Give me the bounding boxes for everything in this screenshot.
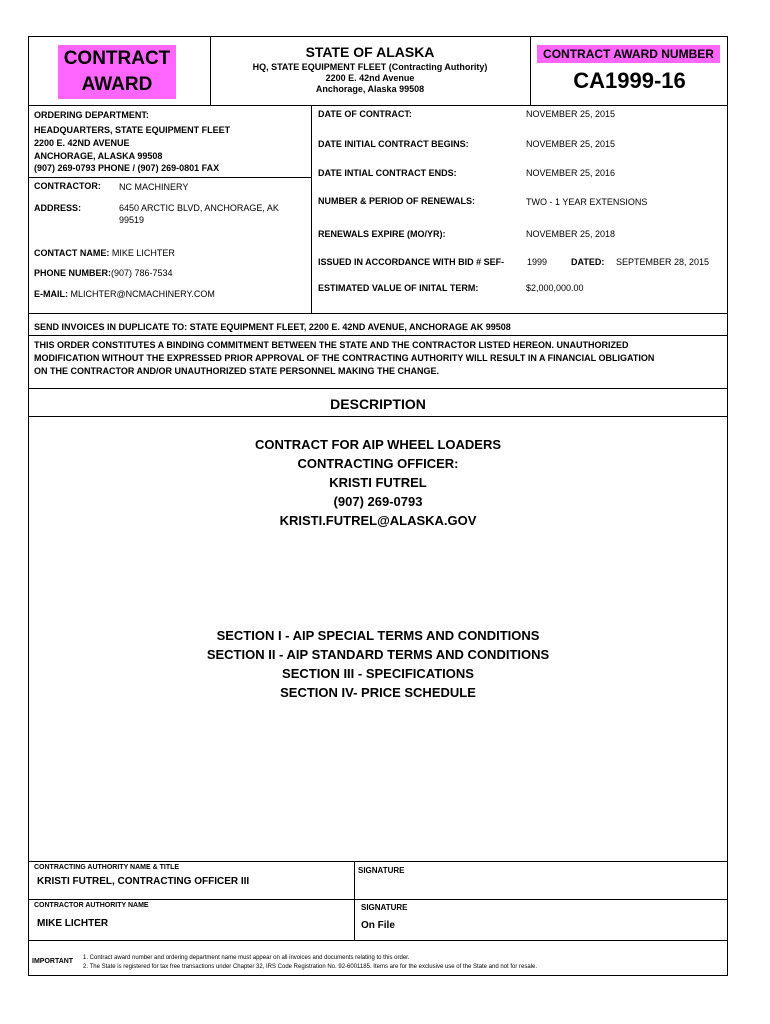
contact-label: CONTACT NAME: <box>34 248 110 258</box>
bid-value: 1999 <box>527 257 548 267</box>
divider <box>354 861 355 940</box>
address-label: ADDRESS: <box>34 203 82 213</box>
divider <box>28 861 728 862</box>
dated-label: DATED: <box>571 257 605 267</box>
phone-value: (907) 786-7534 <box>111 268 173 278</box>
date-label: DATE OF CONTRACT: <box>318 109 412 119</box>
award-number-label: CONTRACT AWARD NUMBER <box>537 45 720 63</box>
ordering-line3: ANCHORAGE, ALASKA 99508 <box>34 151 163 161</box>
header-agency-block <box>211 44 529 94</box>
authority-value: KRISTI FUTREL, CONTRACTING OFFICER III <box>37 876 250 887</box>
authority-label: CONTRACTING AUTHORITY NAME & TITLE <box>34 864 180 871</box>
expire-value: NOVEMBER 25, 2018 <box>526 229 616 239</box>
description-1-line-2: CONTRACTING OFFICER: <box>297 456 459 471</box>
contact-row <box>34 248 175 258</box>
agency-address1: 2200 E. 42nd Avenue <box>325 73 415 83</box>
ordering-line1: HEADQUARTERS, STATE EQUIPMENT FLEET <box>34 125 231 135</box>
divider <box>28 388 728 389</box>
ordering-label: ORDERING DEPARTMENT: <box>34 110 149 120</box>
divider <box>28 177 311 178</box>
email-value: MLICHTER@NCMACHINERY.COM <box>70 289 215 299</box>
contractor-authority-value: MIKE LICHTER <box>37 918 109 929</box>
address-line1: 6450 ARCTIC BLVD, ANCHORAGE, AK <box>119 203 279 213</box>
divider <box>28 335 728 336</box>
bid-label: ISSUED IN ACCORDANCE WITH BID # SEF- <box>318 257 505 267</box>
date-value: NOVEMBER 25, 2015 <box>526 109 616 119</box>
divider <box>311 105 312 313</box>
description-1-line-3: KRISTI FUTREL <box>329 475 427 490</box>
divider <box>28 940 728 941</box>
divider <box>28 416 728 417</box>
email-label: E-MAIL: <box>34 289 68 299</box>
value-value: $2,000,000.00 <box>526 283 584 293</box>
divider <box>28 105 728 106</box>
address-line2: 99519 <box>119 215 145 225</box>
description-1-line-4: (907) 269-0793 <box>333 494 423 509</box>
agency-name: HQ, STATE EQUIPMENT FLEET (Contracting Authority) <box>252 62 488 72</box>
divider <box>28 313 728 314</box>
description-block-2 <box>28 626 728 702</box>
signature2-value: On File <box>361 920 395 931</box>
phone-label: PHONE NUMBER: <box>34 268 112 278</box>
signature2-label: SIGNATURE <box>361 903 408 912</box>
contact-value: MIKE LICHTER <box>111 248 175 258</box>
ordering-line4: (907) 269-0793 PHONE / (907) 269-0801 FAX <box>34 163 220 173</box>
renewals-value: TWO - 1 YEAR EXTENSIONS <box>526 197 648 207</box>
contractor-name: NC MACHINERY <box>119 182 189 192</box>
dated-value: SEPTEMBER 28, 2015 <box>616 257 710 267</box>
description-1-line-1: CONTRACT FOR AIP WHEEL LOADERS <box>254 437 502 452</box>
description-block-1 <box>28 435 728 530</box>
value-label: ESTIMATED VALUE OF INITAL TERM: <box>318 283 479 293</box>
description-2-line-1: SECTION I - AIP SPECIAL TERMS AND CONDITIONS <box>216 628 540 643</box>
divider <box>28 899 728 900</box>
important-note2: 2. The State is registered for tax free transactions under Chapter 32, IRS Code Registration No. 92-6001185. Items are for the exclusive use of the State and not for resale. <box>83 964 538 970</box>
description-2-line-4: SECTION IV- PRICE SCHEDULE <box>280 685 476 700</box>
contract-award-line1: CONTRACT <box>63 48 171 69</box>
description-1-line-5: KRISTI.FUTREL@ALASKA.GOV <box>279 513 477 528</box>
contractor-authority-label: CONTRACTOR AUTHORITY NAME <box>34 902 149 909</box>
ends-label: DATE INTIAL CONTRACT ENDS: <box>318 168 457 178</box>
signature-label: SIGNATURE <box>358 866 405 875</box>
binding-line3: ON THE CONTRACTOR AND/OR UNAUTHORIZED STATE PERSONNEL MAKING THE CHANGE. <box>34 366 440 376</box>
ordering-line2: 2200 E. 42ND AVENUE <box>34 138 130 148</box>
renewals-label: NUMBER & PERIOD OF RENEWALS: <box>318 196 476 206</box>
contract-award-line2: AWARD <box>81 74 153 95</box>
award-number: CA1999-16 <box>573 68 686 93</box>
state-title: STATE OF ALASKA <box>305 44 435 60</box>
invoices-text: SEND INVOICES IN DUPLICATE TO: STATE EQUIPMENT FLEET, 2200 E. 42ND AVENUE, ANCHORAGE AK 99508 <box>34 322 511 332</box>
email-row <box>34 289 215 299</box>
binding-line2: MODIFICATION WITHOUT THE EXPRESSED PRIOR APPROVAL OF THE CONTRACTING AUTHORITY WILL RESULT IN A FINANCIAL OBLIGATION <box>34 353 655 363</box>
begins-value: NOVEMBER 25, 2015 <box>526 139 616 149</box>
begins-label: DATE INITIAL CONTRACT BEGINS: <box>318 139 469 149</box>
agency-address2: Anchorage, Alaska 99508 <box>315 84 425 94</box>
contractor-label: CONTRACTOR: <box>34 181 101 191</box>
description-heading: DESCRIPTION <box>330 396 426 412</box>
important-label: IMPORTANT <box>32 958 74 965</box>
contract-award-badge <box>58 45 176 99</box>
description-2-line-3: SECTION III - SPECIFICATIONS <box>282 666 474 681</box>
expire-label: RENEWALS EXPIRE (MO/YR): <box>318 229 446 239</box>
description-2-line-2: SECTION II - AIP STANDARD TERMS AND CONDITIONS <box>206 647 550 662</box>
phone-row <box>34 268 173 278</box>
important-note1: 1. Contract award number and ordering department name must appear on all invoices and documents relating to this order. <box>83 955 410 961</box>
binding-line1: THIS ORDER CONSTITUTES A BINDING COMMITMENT BETWEEN THE STATE AND THE CONTRACTOR LISTED HEREON. UNAUTHORIZED <box>34 340 629 350</box>
ends-value: NOVEMBER 25, 2016 <box>526 168 616 178</box>
